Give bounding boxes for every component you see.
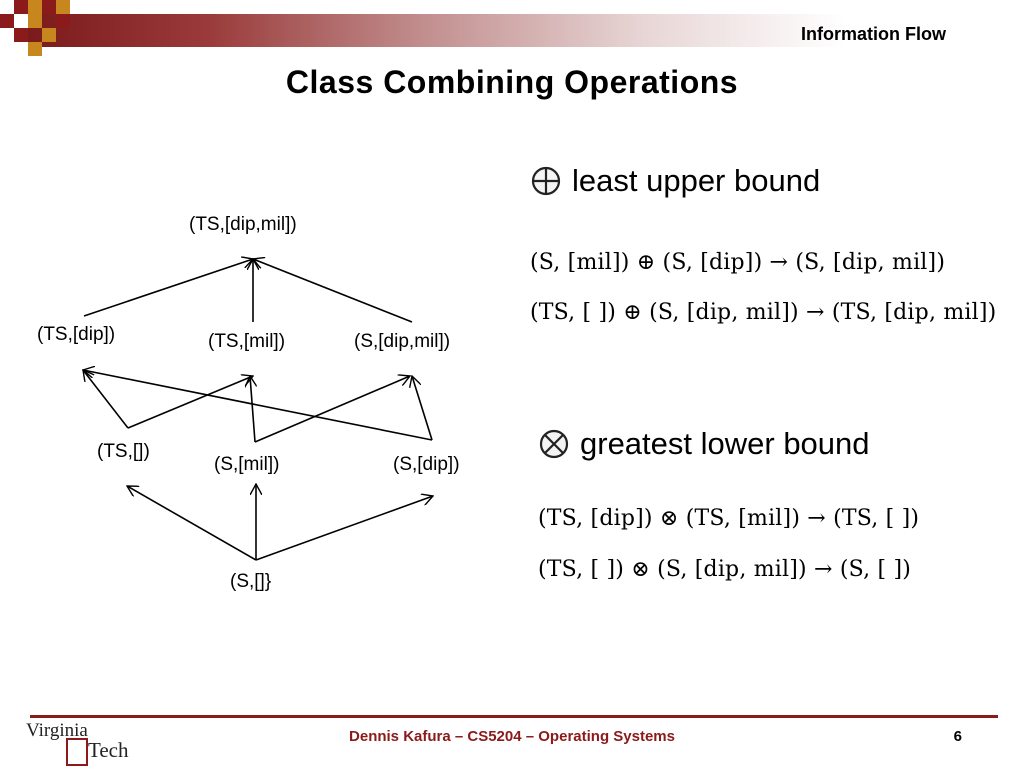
footer-credit: Dennis Kafura – CS5204 – Operating Systems (349, 728, 675, 745)
edge-s-mil-to-ts-mil (250, 376, 255, 442)
lub-example-1: (S, [mil]) ⊕ (S, [dip]) → (S, [dip, mil]) (530, 250, 946, 275)
node-s-empty: (S,[]} (230, 571, 272, 592)
lub-label: least upper bound (572, 163, 821, 198)
lub-example-2: (TS, [ ]) ⊕ (S, [dip, mil]) → (TS, [dip, mil]) (530, 300, 997, 325)
slide-title: Class Combining Operations (285, 64, 739, 100)
lattice-diagram (0, 0, 520, 620)
edge-s-dipmil-to-top (253, 259, 412, 322)
page-number: 6 (953, 728, 962, 745)
edge-s-dip-to-ts-dip (83, 370, 432, 440)
node-ts-mil: (TS,[mil]) (208, 331, 286, 352)
otimes-icon (538, 428, 570, 460)
glb-heading (538, 426, 870, 462)
glb-example-2: (TS, [ ]) ⊗ (S, [dip, mil]) → (S, [ ]) (538, 557, 912, 582)
node-ts-dip: (TS,[dip]) (37, 324, 116, 345)
oplus-icon (530, 165, 562, 197)
footer-divider (30, 715, 998, 718)
edge-s-empty-to-s-dip (256, 496, 433, 560)
logo-text-tech: Tech (88, 738, 129, 762)
edge-ts-empty-to-ts-mil (128, 376, 253, 428)
header-title: Information Flow (801, 24, 946, 44)
lub-heading (530, 163, 820, 199)
logo-text-virginia: Virginia (26, 720, 88, 741)
edge-s-empty-to-ts-empty (127, 486, 256, 560)
glb-label: greatest lower bound (580, 426, 870, 461)
edge-ts-dip-to-top (84, 259, 253, 316)
node-ts-dip-mil: (TS,[dip,mil]) (189, 214, 297, 235)
node-ts-empty: (TS,[]) (97, 441, 150, 462)
node-s-dip: (S,[dip]) (393, 454, 460, 475)
node-s-dip-mil: (S,[dip,mil]) (354, 331, 451, 352)
glb-example-1: (TS, [dip]) ⊗ (TS, [mil]) → (TS, [ ]) (538, 506, 920, 531)
node-s-mil: (S,[mil]) (214, 454, 280, 475)
edge-s-dip-to-s-dipmil (412, 376, 432, 440)
edge-ts-empty-to-ts-dip (83, 370, 128, 428)
